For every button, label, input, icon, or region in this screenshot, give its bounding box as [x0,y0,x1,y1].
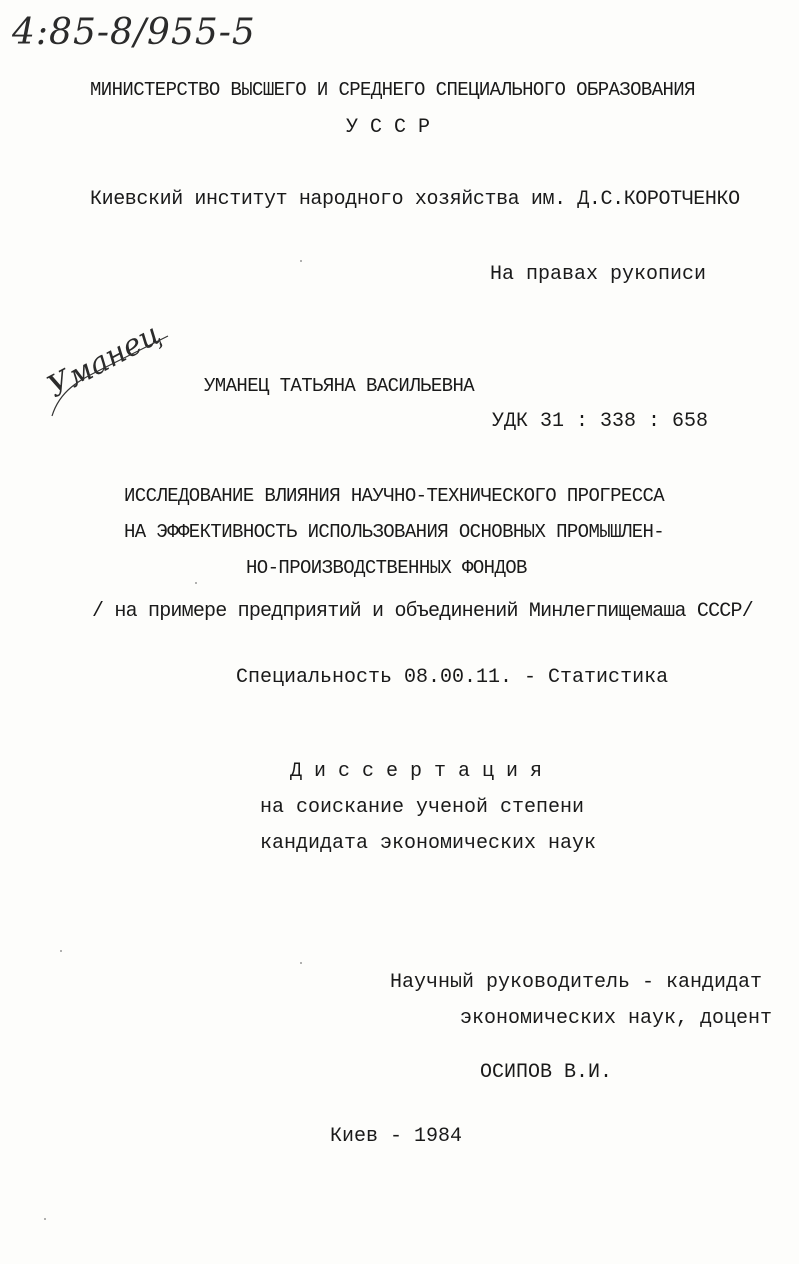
udc-code: УДК 31 : 338 : 658 [492,410,709,433]
city-year: Киев - 1984 [330,1125,463,1148]
author-name: УМАНЕЦ ТАТЬЯНА ВАСИЛЬЕВНА [204,375,475,397]
institute-name: Киевский институт народного хозяйства им. Д.С.КОРОТЧЕНКО [90,188,740,211]
ministry-heading: МИНИСТЕРСТВО ВЫСШЕГО И СРЕДНЕГО СПЕЦИАЛЬНОГО ОБРАЗОВАНИЯ [90,79,695,101]
subtitle: / на примере предприятий и объединений Минлегпищемаша СССР/ [92,600,753,623]
signature-scribble [40,330,170,420]
archive-number: 4:85-8/955-5 [12,12,256,53]
title-line-2: НА ЭФФЕКТИВНОСТЬ ИСПОЛЬЗОВАНИЯ ОСНОВНЫХ ПРОМЫШЛЕН- [124,521,665,543]
specialty: Специальность 08.00.11. - Статистика [236,666,669,689]
degree-line-1: на соискание ученой степени [260,796,585,819]
supervisor-line-1: Научный руководитель - кандидат [390,971,763,994]
title-line-1: ИССЛЕДОВАНИЕ ВЛИЯНИЯ НАУЧНО-ТЕХНИЧЕСКОГО ПРОГРЕССА [124,485,665,507]
scan-speck [300,260,302,262]
degree-line-2: кандидата экономических наук [260,832,597,855]
handwritten-signature: Уманец [41,316,167,405]
dissertation-label: Д и с с е р т а ц и я [290,760,543,783]
scan-speck [300,962,302,964]
scan-speck [195,582,197,584]
scan-speck [60,950,62,952]
title-line-3: НО-ПРОИЗВОДСТВЕННЫХ ФОНДОВ [246,557,527,579]
manuscript-rights: На правах рукописи [490,263,707,286]
republic-heading: У С С Р [346,116,431,139]
supervisor-line-2: экономических наук, доцент [460,1007,773,1030]
supervisor-name: ОСИПОВ В.И. [480,1061,613,1084]
scan-speck [44,1218,46,1220]
